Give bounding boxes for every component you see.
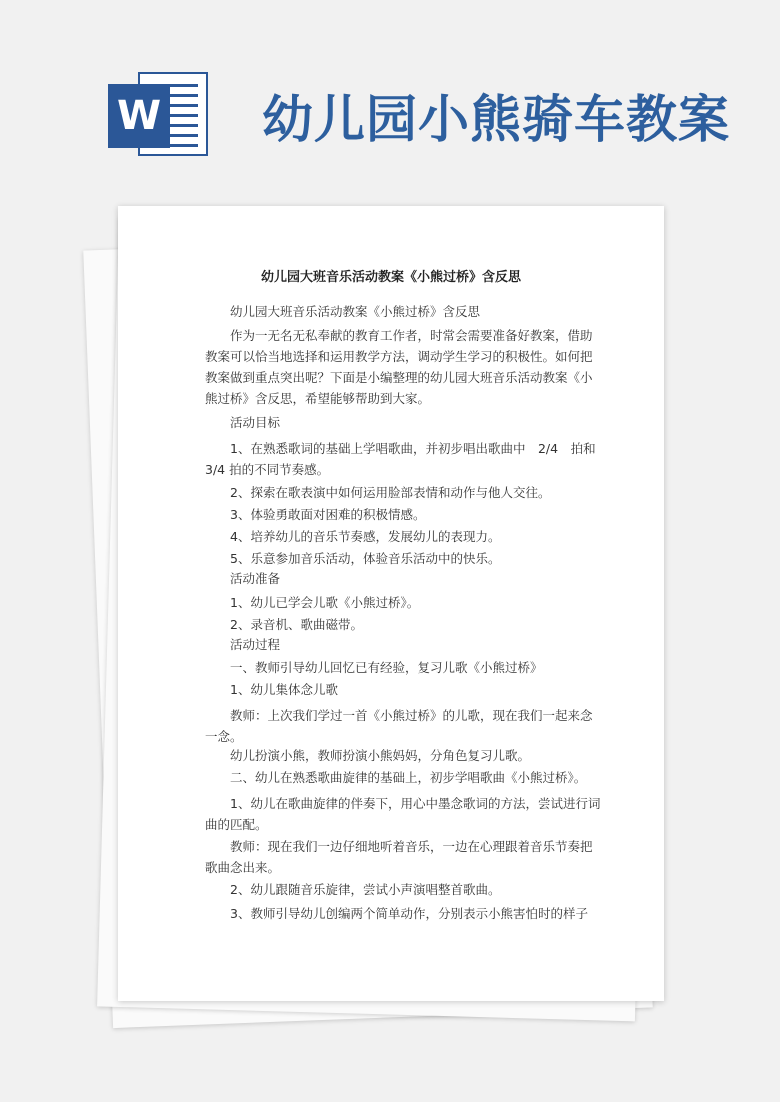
- doc-paragraph: 5、乐意参加音乐活动，体验音乐活动中的快乐。: [230, 551, 501, 566]
- doc-paragraph: 2、探索在歌表演中如何运用脸部表情和动作与他人交往。: [230, 485, 551, 500]
- doc-paragraph: 1、幼儿在歌曲旋律的伴奏下，用心中墨念歌词的方法，尝试进行词曲的匹配。: [205, 796, 601, 832]
- doc-paragraph: 二、幼儿在熟悉歌曲旋律的基础上，初步学唱歌曲《小熊过桥》。: [230, 770, 587, 785]
- document-page: [118, 206, 664, 1001]
- doc-paragraph: 1、在熟悉歌词的基础上学唱歌曲，并初步唱出歌曲中 2/4 拍和3/4 拍的不同节奏感。: [205, 441, 596, 477]
- banner-title: 幼儿园小熊骑车教案: [262, 91, 731, 150]
- doc-paragraph: 教师：现在我们一边仔细地听着音乐，一边在心理跟着音乐节奏把歌曲念出来。: [205, 839, 593, 875]
- doc-paragraph: 作为一无名无私奉献的教育工作者，时常会需要准备好教案，借助教案可以恰当地选择和运用教学方法，调动学生学习的积极性。如何把教案做到重点突出呢？下面是小编整理的幼儿园大班音乐活动教案《小熊过桥》含反思，希望能够帮助到大家。: [205, 328, 593, 406]
- document-title: 幼儿园大班音乐活动教案《小熊过桥》含反思: [260, 270, 521, 285]
- doc-heading: 活动准备: [230, 571, 281, 586]
- doc-paragraph: 2、幼儿跟随音乐旋律，尝试小声演唱整首歌曲。: [230, 882, 501, 897]
- doc-heading: 活动目标: [230, 415, 281, 430]
- doc-paragraph: 一、教师引导幼儿回忆已有经验，复习儿歌《小熊过桥》: [230, 660, 543, 675]
- doc-paragraph: 幼儿扮演小熊，教师扮演小熊妈妈，分角色复习儿歌。: [230, 748, 531, 763]
- doc-paragraph: 3、体验勇敢面对困难的积极情感。: [230, 507, 426, 522]
- doc-paragraph: 教师：上次我们学过一首《小熊过桥》的儿歌，现在我们一起来念一念。: [205, 708, 593, 744]
- banner: [0, 0, 780, 200]
- doc-heading: 活动过程: [230, 637, 281, 652]
- doc-paragraph: 1、幼儿已学会儿歌《小熊过桥》。: [230, 595, 420, 610]
- word-logo-letter: W: [108, 84, 170, 148]
- doc-paragraph: 幼儿园大班音乐活动教案《小熊过桥》含反思: [230, 304, 481, 319]
- doc-paragraph: 3、教师引导幼儿创编两个简单动作，分别表示小熊害怕时的样子: [230, 906, 588, 921]
- word-document-icon: [108, 68, 208, 160]
- doc-paragraph: 4、培养幼儿的音乐节奏感，发展幼儿的表现力。: [230, 529, 501, 544]
- doc-paragraph: 2、录音机、歌曲磁带。: [230, 617, 363, 632]
- doc-paragraph: 1、幼儿集体念儿歌: [230, 682, 338, 697]
